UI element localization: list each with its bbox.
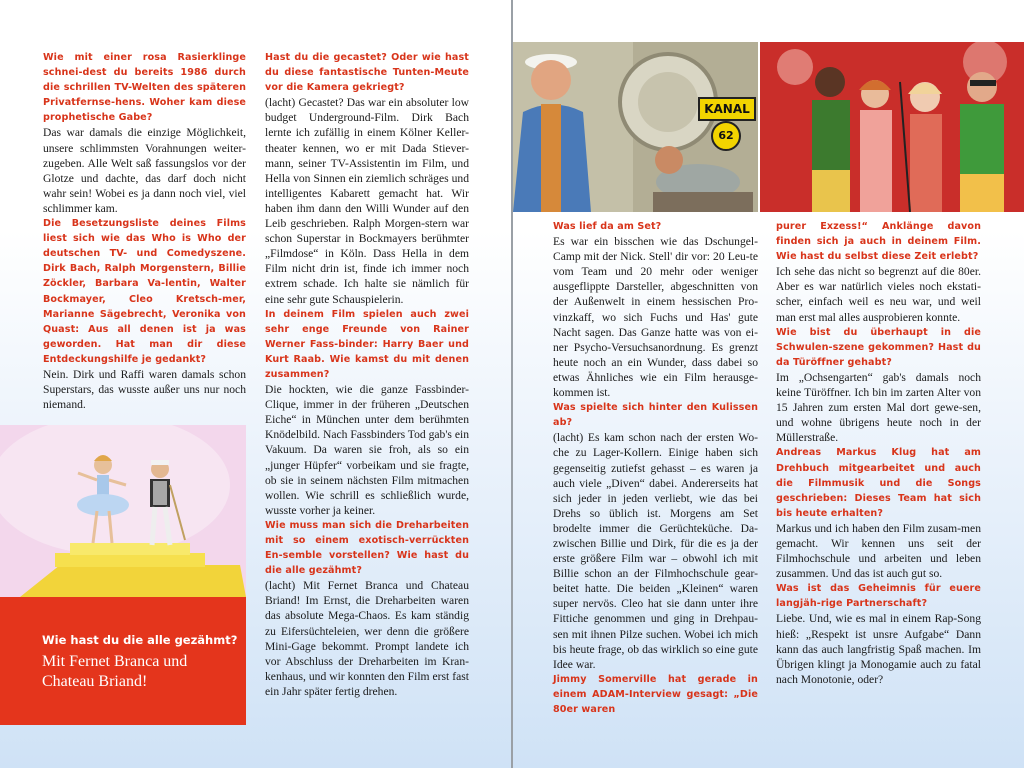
- group-photo: [760, 42, 1024, 212]
- answer: (lacht) Mit Fernet Branca und Chateau Briand! Im Ernst, die Dreharbeiten waren das absolute Mega-Chaos. Es kam ständig zu Eifersüchteleien, wer denn die größere Mini-Gage bekommt. Prompt landete ich vor Abschluss der Dreharbeiten im Kran-kenhaus, und wir konnten den Film erst fast ein Jahr später fertig drehen.: [265, 579, 469, 698]
- qa-block: [776, 445, 981, 581]
- qa-block: [553, 400, 758, 672]
- left-page: [0, 0, 511, 768]
- left-column-1: [43, 50, 246, 412]
- qa-block: [265, 307, 469, 518]
- pullquote-question: Wie hast du die alle gezähmt?: [42, 633, 238, 647]
- question: Was lief da am Set?: [553, 221, 662, 232]
- question: Hast du die gecastet? Oder wie hast du diese fantastische Tunten-Meute vor die Kamera gekriegt?: [265, 52, 469, 94]
- qa-block: [43, 50, 246, 216]
- answer: Das war damals die einzige Möglichkeit, unsere schlimmsten Vorahnungen weiter-zugeben. Alle Welt saß fassungslos vor der Glotze und dachte, das darf doch nicht wahr sein! Wobei es ja dann noch viel, viel schlimmer kam.: [43, 126, 246, 215]
- answer: Die hockten, wie die ganze Fassbinder-Clique, immer in der früheren „Deutschen Eiche“ in München unter dem berühmten Knödelbild. Nach Fassbinders Tod gab's ein Vakuum. Da waren sie froh, als so ein „junger Hüpfer“ vorbeikam und sie fragte, ob sie in seinem nächsten Film mitmachen wollen. Wie schrill es schließlich wurde, wusste vorher ja keiner.: [265, 383, 469, 517]
- question: Wie bist du überhaupt in die Schwulen-szene gekommen? Hast du da Türöffner gehabt?: [776, 326, 981, 368]
- answer: Nein. Dirk und Raffi waren damals schon Superstars, das wusste außer uns nur noch niemand.: [43, 367, 246, 412]
- question: purer Exzess!“ Anklänge davon finden sich ja auch in deinem Film. Wie hast du selbst diese Zeit erlebt?: [776, 221, 981, 263]
- question: Wie muss man sich die Dreharbeiten mit so einem exotisch-verrückten En-semble vorstellen? Wie hast du die alle gezähmt?: [265, 519, 469, 577]
- right-page: [513, 0, 1024, 768]
- qa-block: [776, 219, 981, 325]
- pullquote-answer: Mit Fernet Branca und Chateau Briand!: [42, 653, 188, 690]
- answer: (lacht) Gecastet? Das war ein absoluter low budget Underground-Film. Dirk Bach lernte ich zufällig in einem Kölner Keller-theater kennen, wo er mit Dada Stiever-mann, seiner TV-Assistentin im Film, und Hella von Sinnen ein ziemlich schräges und intelligentes Kabarett gemacht hat. Wir haben ihm dann den Willi Wunder auf den Leib geschrieben. Ralph Morgen-stern war schon Superstar in Bockmayers berühmter „Filmdose“ in Köln. Dass Hella in dem Film nicht drin ist, finde ich immer noch extrem schade. Ich halte sie nämlich für eine sehr gute Schauspielerin.: [265, 96, 469, 306]
- answer: Ich sehe das nicht so begrenzt auf die 80er. Aber es war natürlich vieles noch ekstati-scher, einfach weil es neu war, und weil man erst mal alles ausprobieren konnte.: [776, 265, 981, 324]
- right-column-2: [776, 219, 981, 687]
- pullquote-box: [0, 597, 246, 725]
- answer: Es war ein bisschen wie das Dschungel-Camp mit der Nick. Stell' dir vor: 20 Leu-te vom Team und 20 mehr oder weniger ausgeflippte Darsteller, abgeschnitten von der Außenwelt in einem hessischen Pro-vinzkaff, wo sich Fuchs und Has' gute Nacht sagen. Das Ganze hatte was von ei-ner Psycho-Versuchsanordnung. Es grenzt heute noch an ein Wunder, dass dabei so etwas Ähnliches wie ein Film herausge-kommen ist.: [553, 235, 758, 400]
- qa-block: [776, 581, 981, 687]
- answer: Markus und ich haben den Film zusam-men gemacht. Wir kennen uns seit der Filmhochschule und arbeiten und leben zusammen. Und das ist auch gut so.: [776, 521, 981, 581]
- question: Was ist das Geheimnis für euere langjäh-rige Partnerschaft?: [776, 583, 981, 610]
- qa-block: [776, 325, 981, 446]
- stage-illustration: [0, 425, 246, 597]
- answer: Liebe. Und, wie es mal in einem Rap-Song hieß: „Respekt ist unsre Aufgabe“ Dann kann das auch langfristig Spaß machen. Im Übrigen klingt ja Monogamie auch zu fatal nach Monotonie, oder?: [776, 612, 981, 686]
- question: Andreas Markus Klug hat am Drehbuch mitgearbeitet und auch die Filmmusik und die Songs geschrieben: Dieses Team hat sich bis heute erhalten?: [776, 447, 981, 519]
- qa-block: [265, 50, 469, 307]
- group-illustration: [760, 42, 1024, 212]
- kanal-number-badge: 62: [711, 121, 741, 151]
- question: Die Besetzungsliste deines Films liest sich wie das Who is Who der deutschen TV- und Comedyszene. Dirk Bach, Ralph Morgenstern, Billie Zöckler, Barbara Va-lentin, Walter Bockmayer, Cleo Kretsch-mer, Marianne Sägebrecht, Veronika von Quast: Aus all denen ist ja was geworden. Hat man dir diese Entdeckungshilfe je gedankt?: [43, 218, 246, 365]
- qa-block: [265, 518, 469, 699]
- question: In deinem Film spielen auch zwei sehr enge Freunde von Rainer Werner Fass-binder: Harry Baer und Kurt Raab. Wie kamst du mit denen zusammen?: [265, 308, 469, 380]
- qa-block: [553, 219, 758, 400]
- qa-block: [43, 216, 246, 412]
- kanal-photo: [513, 42, 758, 212]
- qa-block: [553, 672, 758, 717]
- right-column-1: [553, 219, 758, 717]
- stage-photo: [0, 425, 246, 597]
- question: Was spielte sich hinter den Kulissen ab?: [553, 402, 758, 429]
- kanal-sign: KANAL: [698, 97, 756, 121]
- question: Jimmy Somerville hat gerade in einem ADAM-Interview gesagt: „Die 80er waren: [553, 673, 758, 715]
- left-column-2: [265, 50, 469, 699]
- answer: Im „Ochsengarten“ gab's damals noch keine Türöffner. Ich bin im zarten Alter von 15 Jahren zum ersten Mal dort gewe-sen, und wohne übrigens heute noch in der Müllerstraße.: [776, 370, 981, 445]
- answer: (lacht) Es kam schon nach der ersten Wo-che zu Lager-Kollern. Einige haben sich gegenseitig zutiefst gehasst – es waren ja auch viele „Diven“ dabei. Andererseits hat sich jeder in jeden verliebt, wie das bei Drehs so üblich ist. Morgens am Set brodelte immer die Gerüchteküche. Da-zwischen Billie und Dirk, für die es ja der erste größere Film war – obwohl ich mit Billie schon an der Filmhochschule gear-beitet hatte. Die beiden „Kleinen“ waren super nervös. Cleo hat sie dann unter ihre Fittiche genommen und ging in Drehpau-sen mit ihnen Pilze suchen. Wobei ich mich bis heute frage, ob das wirklich so eine gute Idee war.: [553, 431, 758, 671]
- question: Wie mit einer rosa Rasierklinge schnei-dest du bereits 1986 durch die schrillen TV-Welten des späteren Privatfernse-hens. Woher kam diese prophetische Gabe?: [43, 52, 246, 124]
